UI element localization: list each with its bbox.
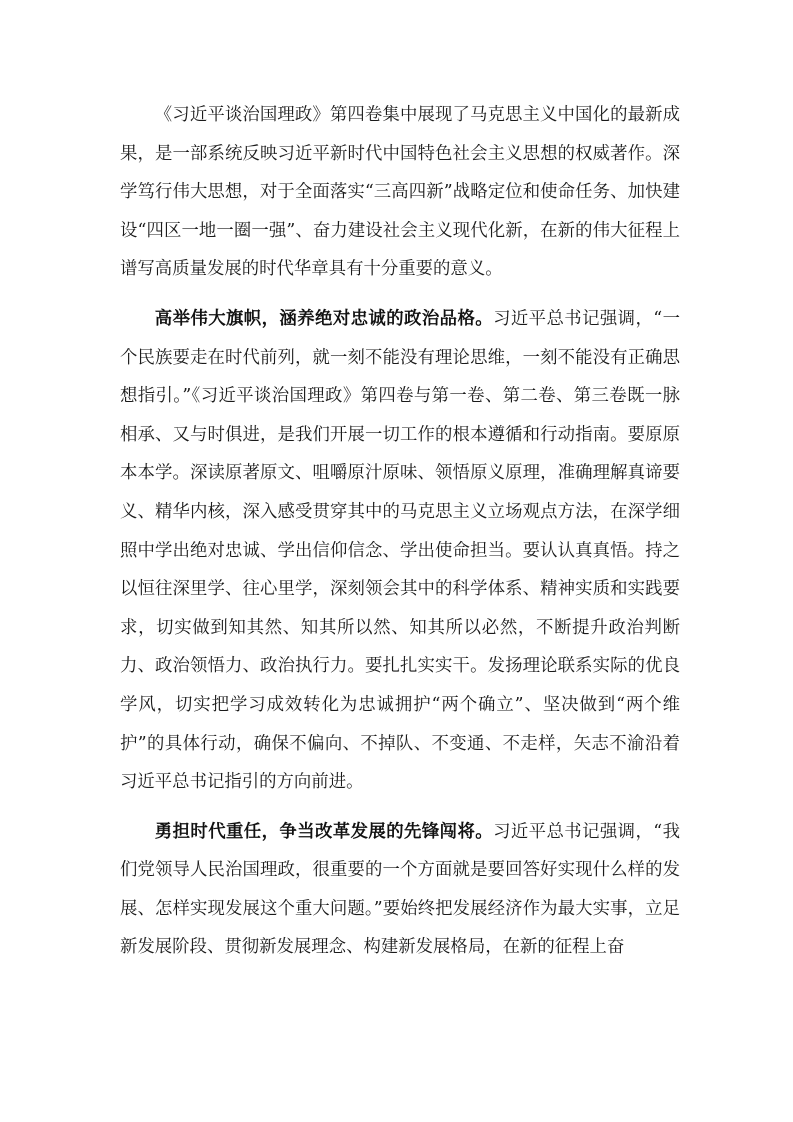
document-body	[120, 96, 680, 967]
paragraph-reform-development	[120, 813, 680, 967]
paragraph-political-loyalty-heading: 高举伟大旗帜，涵养绝对忠诚的政治品格。	[154, 308, 494, 329]
paragraph-reform-development-heading: 勇担时代重任，争当改革发展的先锋闯将。	[154, 821, 494, 842]
paragraph-political-loyalty	[120, 300, 680, 802]
paragraph-intro	[120, 96, 680, 289]
paragraph-reform-development-text: 习近平总书记强调，“我们党领导人民治国理政，很重要的一个方面就是要回答好实现什么样的发展、怎样实现发展这个重大问题。”要始终把发展经济作为最大实事，立足新发展阶段、贯彻新发展理念、构建新发展格局，在新的征程上奋	[120, 821, 680, 958]
paragraph-intro-text: 《习近平谈治国理政》第四卷集中展现了马克思主义中国化的最新成果，是一部系统反映习近平新时代中国特色社会主义思想的权威著作。深学笃行伟大思想，对于全面落实“三高四新”战略定位和使命任务、加快建设“四区一地一圈一强”、奋力建设社会主义现代化新，在新的伟大征程上谱写高质量发展的时代华章具有十分重要的意义。	[120, 105, 680, 280]
paragraph-political-loyalty-text: 习近平总书记强调，“一个民族要走在时代前列，就一刻不能没有理论思维，一刻不能没有正确思想指引。”《习近平谈治国理政》第四卷与第一卷、第二卷、第三卷既一脉相承、又与时俱进，是我们开展一切工作的根本遵循和行动指南。要原原本本学。深读原著原文、咀嚼原汁原味、领悟原义原理，准确理解真谛要义、精华内核，深入感受贯穿其中的马克思主义立场观点方法，在深学细照中学出绝对忠诚、学出信仰信念、学出使命担当。要认认真真悟。持之以恒往深里学、往心里学，深刻领会其中的科学体系、精神实质和实践要求，切实做到知其然、知其所以然、知其所以必然，不断提升政治判断力、政治领悟力、政治执行力。要扎扎实实干。发扬理论联系实际的优良学风，切实把学习成效转化为忠诚拥护“两个确立”、坚决做到“两个维护”的具体行动，确保不偏向、不掉队、不变通、不走样，矢志不渝沿着习近平总书记指引的方向前进。	[120, 308, 680, 793]
